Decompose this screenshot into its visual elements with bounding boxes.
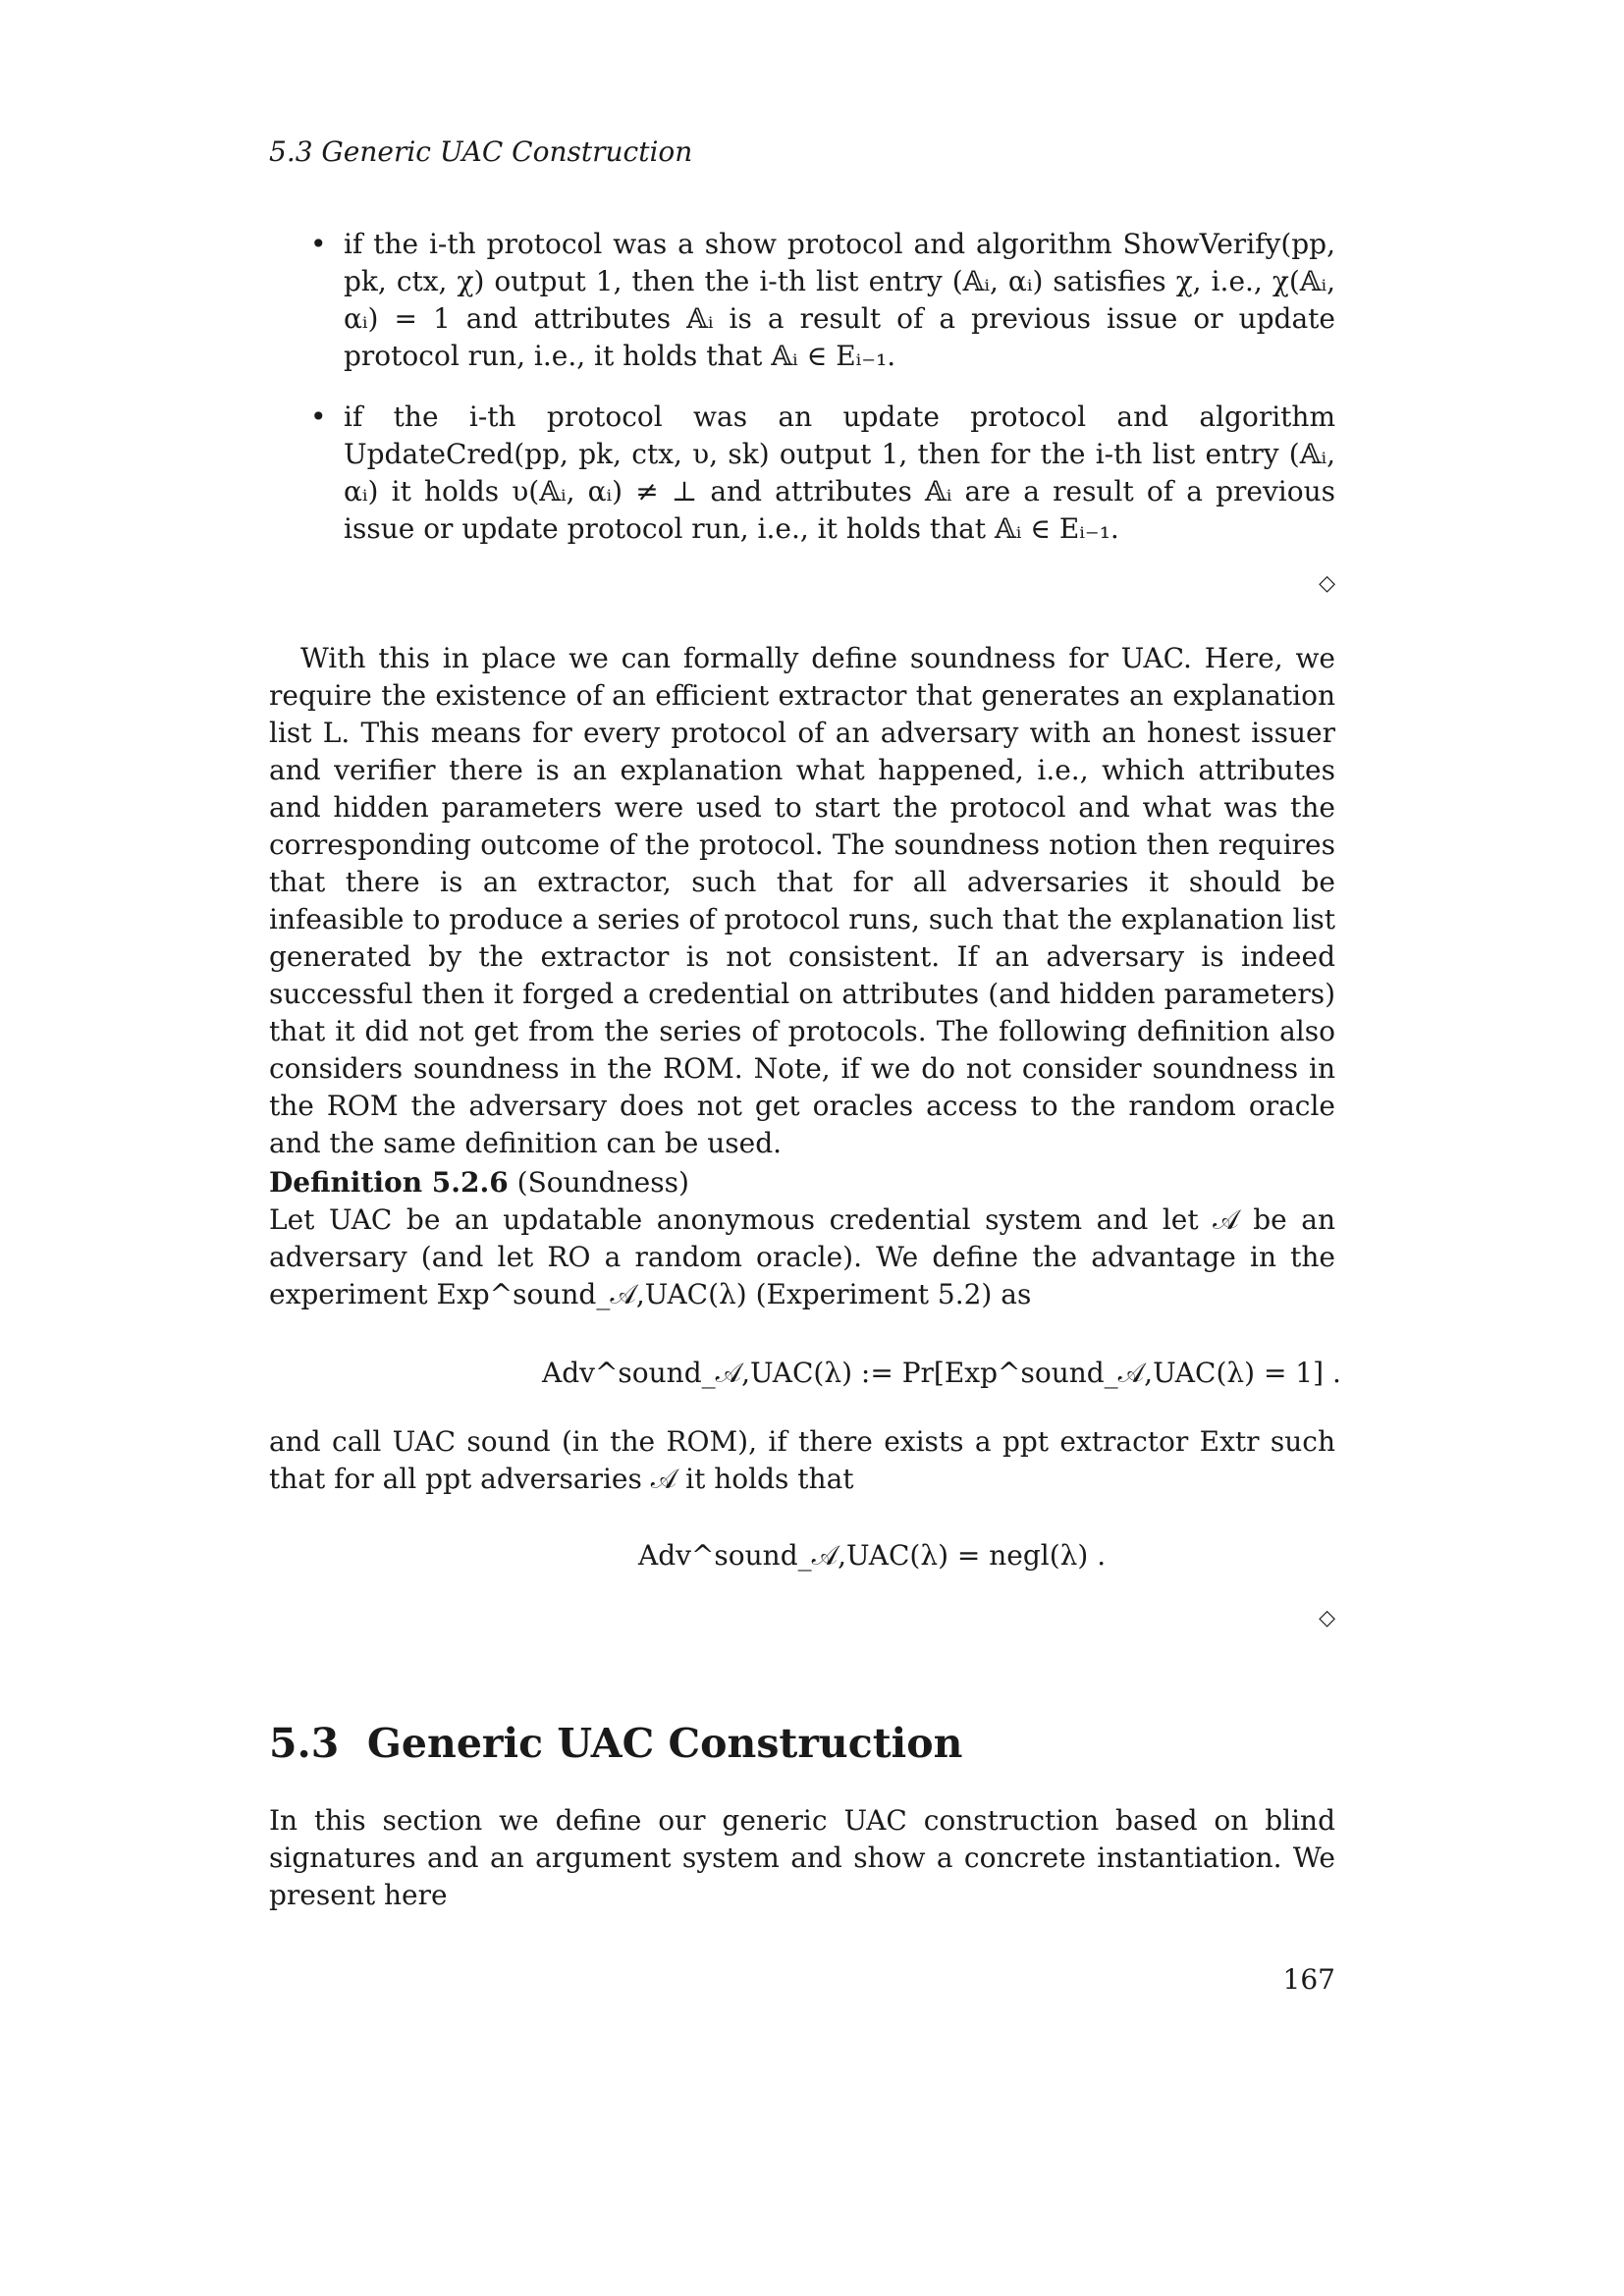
section-title: Generic UAC Construction (366, 1720, 963, 1767)
definition-sound-text: and call UAC sound (in the ROM), if there exists a ppt extractor Extr such that for all ppt adversaries 𝒜 it holds that (269, 1425, 1335, 1495)
list-item (269, 226, 1335, 375)
list-item-text: if the i-th protocol was an update protocol and algorithm UpdateCred(pp, pk, ctx, υ, sk) output 1, then for the i-th list entry (𝔸ᵢ, αᵢ) it holds υ(𝔸ᵢ, αᵢ) ≠ ⊥ and attributes 𝔸ᵢ are a result of a previous issue or update protocol run, i.e., it holds that 𝔸ᵢ ∈ Eᵢ₋₁. (344, 400, 1335, 545)
section-number: 5.3 (269, 1720, 340, 1767)
protocol-conditions-list (269, 226, 1335, 571)
definition-block (269, 1164, 1335, 1313)
definition-body: Let UAC be an updatable anonymous credential system and let 𝒜 be an adversary (and let RO a random oracle). We define the advantage in the experiment Exp^sound_𝒜,UAC(λ) (Experiment 5.2) as (269, 1203, 1335, 1310)
negligible-formula: Adv^sound_𝒜,UAC(λ) = negl(λ) . (638, 1539, 1107, 1572)
list-item (269, 399, 1335, 548)
soundness-paragraph: With this in place we can formally define soundness for UAC. Here, we require the existence of an efficient extractor that generates an explanation list L. This means for every protocol of an adversary with an honest issuer and verifier there is an explanation what happened, i.e., which attributes and hidden parameters were used to start the protocol and what was the corresponding outcome of the protocol. The soundness notion then requires that there is an extractor, such that for all adversaries it should be infeasible to produce a series of protocol runs, such that the explanation list generated by the extractor is not consistent. If an adversary is indeed successful then it forged a credential on attributes (and hidden parameters) that it did not get from the series of protocols. The following definition also considers soundness in the ROM. Note, if we do not consider soundness in the ROM the adversary does not get oracles access to the random oracle and the same definition can be used. (269, 642, 1335, 1159)
section-heading (269, 1720, 962, 1767)
definition-name: (Soundness) (516, 1166, 689, 1199)
section-intro: In this section we define our generic UAC construction based on blind signatures and an argument system and show a concrete instantiation. We present here (269, 1804, 1335, 1911)
bullet-icon: • (310, 228, 327, 260)
end-of-definition-icon: ◇ (1319, 571, 1335, 596)
page-number: 167 (1282, 1963, 1335, 1996)
definition-label: Definition 5.2.6 (269, 1166, 509, 1199)
bullet-icon: • (310, 400, 327, 433)
advantage-formula: Adv^sound_𝒜,UAC(λ) := Pr[Exp^sound_𝒜,UAC(λ) = 1] . (542, 1357, 1341, 1389)
running-head: 5.3 Generic UAC Construction (269, 135, 693, 168)
end-of-definition-icon: ◇ (1319, 1606, 1335, 1630)
list-item-text: if the i-th protocol was a show protocol and algorithm ShowVerify(pp, pk, ctx, χ) output 1, then the i-th list entry (𝔸ᵢ, αᵢ) satisfies χ, i.e., χ(𝔸ᵢ, αᵢ) = 1 and attributes 𝔸ᵢ is a result of a previous issue or update protocol run, i.e., it holds that 𝔸ᵢ ∈ Eᵢ₋₁. (344, 228, 1335, 372)
